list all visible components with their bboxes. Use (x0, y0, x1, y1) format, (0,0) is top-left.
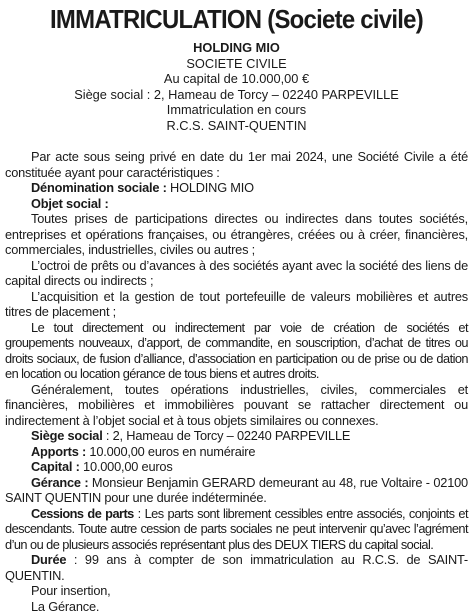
legal-notice (0, 4, 473, 575)
duree-line (5, 552, 468, 583)
siege-value: : 2, Hameau de Torcy – 02240 PARPEVILLE (103, 428, 351, 443)
denomination-line (5, 180, 468, 196)
closing-insertion: Pour insertion, (5, 583, 468, 599)
company-form: SOCIETE CIVILE (5, 56, 468, 72)
denomination-value: HOLDING MIO (167, 180, 254, 195)
cessions-paragraph (5, 506, 468, 553)
apports-value: 10.000,00 euros en numéraire (86, 444, 255, 459)
cessions-label: Cessions de parts (31, 506, 134, 521)
company-name: HOLDING MIO (5, 40, 468, 56)
apports-line (5, 444, 468, 460)
company-siege: Siège social : 2, Hameau de Torcy – 02240 PARPEVILLE (5, 87, 468, 103)
capital-value: 10.000,00 euros (80, 459, 173, 474)
objet-paragraph-2: L’octroi de prêts ou d’avances à des sociétés ayant avec la société des liens de capital directs ou indirects ; (5, 258, 468, 289)
denomination-label: Dénomination sociale : (31, 180, 167, 195)
notice-title: IMMATRICULATION (Societe civile) (24, 4, 450, 34)
gerance-paragraph (5, 475, 468, 506)
siege-label: Siège social (31, 428, 103, 443)
objet-paragraph-4: Le tout directement ou indirectement par voie de création de sociétés et groupements nouveaux, d’apport, de commandite, en souscription, d’achat de titres ou droits sociaux, de fusion d’alliance, d’association en participation ou de prise ou de dation en location ou location gérance de tous biens et autres droits. (5, 320, 468, 382)
objet-paragraph-5: Généralement, toutes opérations industrielles, civiles, commerciales et financières, mobilières et immobilières pouvant se rattacher directement ou indirectement à l’objet social et à tous objets similaires ou connexes. (5, 382, 468, 429)
company-header (5, 40, 468, 133)
objet-paragraph-1: Toutes prises de participations directes ou indirectes dans toutes sociétés, entreprises et opérations françaises, ou étrangères, créées ou à créer, financières, commerciales, industrielles, civiles ou autres ; (5, 211, 468, 258)
apports-label: Apports : (31, 444, 86, 459)
intro-paragraph: Par acte sous seing privé en date du 1er mai 2024, une Société Civile a été constituée ayant pour caractéristiques : (5, 149, 468, 180)
capital-label: Capital : (31, 459, 80, 474)
company-immatriculation: Immatriculation en cours (5, 102, 468, 118)
cessions-value: : Les parts sont librement cessibles entre associés, conjoints et descendants. Toute autre cession de parts sociales ne peut intervenir qu’avec l’agrément d’un ou de plusieurs associés représentant plus des DEUX TIERS du capital social. (5, 506, 468, 552)
gerance-label: Gérance : (31, 475, 88, 490)
objet-label: Objet social : (5, 196, 468, 212)
gerance-value: Monsieur Benjamin GERARD demeurant au 48, rue Voltaire - 02100 SAINT QUENTIN pour une durée indéterminée. (5, 475, 468, 506)
objet-paragraph-3: L’acquisition et la gestion de tout portefeuille de valeurs mobilières et autres titres de placement ; (5, 289, 468, 320)
siege-line (5, 428, 468, 444)
capital-line (5, 459, 468, 475)
duree-value: : 99 ans à compter de son immatriculation au R.C.S. de SAINT-QUENTIN. (5, 552, 468, 583)
notice-body (5, 149, 468, 614)
company-capital: Au capital de 10.000,00 € (5, 71, 468, 87)
duree-label: Durée (31, 552, 66, 567)
company-rcs: R.C.S. SAINT-QUENTIN (5, 118, 468, 134)
closing-gerance: La Gérance. (5, 599, 468, 614)
